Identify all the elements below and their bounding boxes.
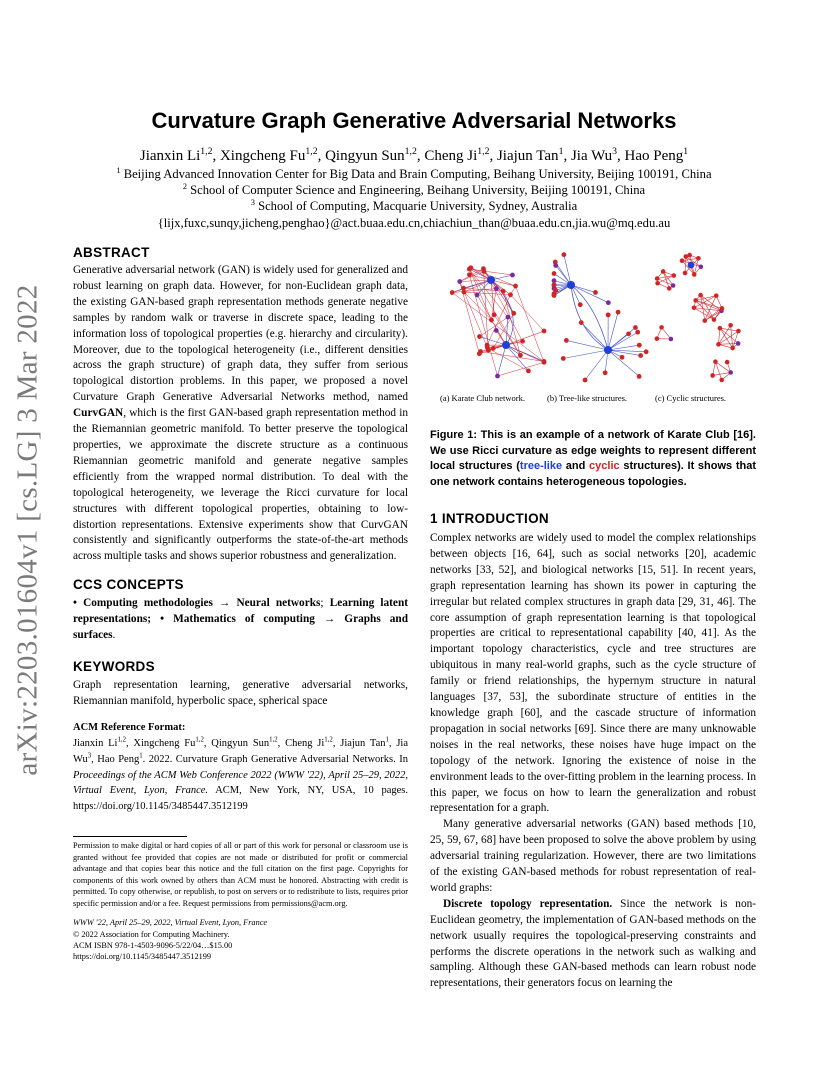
ref-text: , Cheng Ji [277, 738, 325, 749]
graph-hub-node [487, 276, 495, 284]
graph-node [513, 284, 518, 289]
graph-node [477, 334, 482, 339]
graph-node [692, 272, 697, 277]
graph-node [710, 373, 715, 378]
ccs-end: . [112, 628, 116, 641]
graph-node [593, 290, 598, 295]
intro-paragraph-2: Many generative adversarial networks (GAN) based methods [10, 25, 59, 67, 68] have been proposed to solve the above problem by using adversarial training regularization. However, there are two limitations of the existing GAN-based methods for robust representation of real-world graphs: [430, 818, 756, 894]
graph-node [680, 258, 685, 263]
affil-number: 2 [182, 181, 187, 191]
ref-sup: 3 [87, 752, 92, 760]
graph-node [699, 264, 704, 269]
abstract-heading: ABSTRACT [73, 245, 150, 260]
graph-node [635, 330, 640, 335]
affiliation-1 [0, 167, 828, 182]
graph-node [553, 263, 558, 268]
graph-edge [608, 312, 618, 350]
ref-text: , Jiajun Tan [332, 738, 386, 749]
graph-node [478, 349, 483, 354]
intro-body [430, 531, 756, 992]
graph-node [720, 306, 725, 311]
graph-node [457, 279, 462, 284]
author-affil-mark: 1,2 [477, 146, 490, 157]
doi-line: https://doi.org/10.1145/3485447.3512199 [73, 952, 212, 961]
graph-node [638, 353, 643, 358]
reference-heading: ACM Reference Format: [73, 722, 186, 733]
graph-node [696, 256, 701, 261]
affil-number: 3 [250, 197, 255, 207]
graph-node [728, 370, 733, 375]
ref-text: , Hao Peng [91, 753, 140, 765]
graph-node [520, 339, 525, 344]
graph-node [698, 293, 703, 298]
graph-node [475, 293, 480, 298]
graph-node [542, 360, 547, 365]
intro-paragraph-1: Complex networks are widely used to model the complex relationships between objects [16, 64], such as social networks [20], academic networks [33, 52], and biological networks [15, 51]. In recent years, graph representation learning has shown its power in capturing the irregular but related complex structures in graph data [29, 31, 46]. The core assumption of graph representation learning is that topological properties are critical to representational capability [40, 41]. As the important topology characteristics, cycle and tree structures are ubiquitous in many real-world graphs, such as the cycle structure of family or friend relationships, the hypernym structure in natural languages [37, 53], the subordinate structure of entities in the knowledge graph [60], and the cascade structure of information propagation in social networks [69]. Since there are many unknowable noises in the real networks, these noises have huge impact on the topology of the network. Ignoring the existence of noise in the environment leads to the over-fitting problem in the learning process. In this paper, we focus on how to learn the generalization and robust representation for a graph. [430, 532, 756, 815]
graph-edge [608, 350, 639, 376]
graph-edge [571, 285, 608, 303]
author-affil-mark: 1,2 [200, 146, 213, 157]
graph-node [481, 266, 486, 271]
author-name: Qingyun Sun [325, 148, 405, 164]
graph-edge [487, 348, 528, 371]
karate-club-graph [450, 265, 547, 378]
graph-edge [563, 350, 608, 358]
graph-node [494, 286, 499, 291]
graph-hub-node [567, 281, 575, 289]
subcaption-c: (c) Cyclic structures. [655, 393, 727, 403]
graph-node [633, 325, 638, 330]
graph-edge [718, 328, 719, 344]
graph-node [606, 300, 611, 305]
graph-node [655, 281, 660, 286]
graph-edge [715, 362, 721, 380]
graph-node [713, 359, 718, 364]
graph-node [542, 329, 547, 334]
caption-cyclic: cyclic [589, 460, 620, 472]
copyright-line: © 2022 Association for Computing Machinery. [73, 930, 230, 939]
ref-text: , Xingcheng Fu [125, 738, 196, 749]
graph-node [508, 292, 513, 297]
caption-tree-like: tree-like [519, 460, 563, 472]
graph-node [606, 312, 611, 317]
author-name: Jiajun Tan [496, 148, 559, 164]
figure-1-graphs [436, 245, 756, 390]
graph-edge [718, 343, 738, 344]
cyclic-graph [655, 253, 741, 382]
author-affil-mark: 1,2 [305, 146, 318, 157]
graph-node [620, 355, 625, 360]
author-affil-mark: 1 [683, 146, 689, 157]
author-affil-mark: 3 [612, 146, 618, 157]
ref-sup: 1,2 [117, 736, 126, 744]
graph-node [655, 336, 660, 341]
author-name: Jia Wu [570, 148, 613, 164]
graph-node [693, 298, 698, 303]
author-affil-mark: 1 [558, 146, 564, 157]
graph-node [669, 337, 674, 342]
ccs-sep: ; [320, 597, 330, 609]
graph-node [702, 318, 707, 323]
arxiv-side-label [8, 284, 48, 776]
ref-sup: 1,2 [324, 736, 333, 744]
footnote-rule [73, 836, 187, 837]
author-name: Hao Peng [624, 148, 684, 164]
graph-node [506, 315, 511, 320]
arxiv-id-text: arXiv:2203.01604v1 [cs.LG] 3 Mar 2022 [11, 284, 44, 776]
graph-edge [685, 256, 686, 273]
graph-hub-node [604, 346, 612, 354]
affil-text: School of Computer Science and Engineering, Beihang University, Beijing 100191, China [190, 183, 646, 197]
tree-like-graph [552, 252, 649, 382]
affiliation-3 [0, 199, 828, 214]
author-name: Xingcheng Fu [219, 148, 306, 164]
method-name: CurvGAN [73, 407, 124, 420]
author-emails: {lijx,fuxc,sunqy,jicheng,penghao}@act.buaa.edu.cn,chiachiun_than@buaa.edu.cn,jia.wu@mq.edu.au [157, 216, 671, 230]
ref-doi-link: ACM, New York, NY, USA, 10 pages. https://doi.org/10.1145/3485447.3512199 [73, 785, 408, 813]
isbn-line: ACM ISBN 978-1-4503-9096-5/22/04…$15.00 [73, 941, 233, 950]
figure-caption [430, 428, 756, 490]
ccs-item: Learning latent representations [73, 597, 408, 625]
graph-node [626, 331, 631, 336]
ccs-item: ; • Mathematics of computing → Graphs and surfaces [73, 612, 408, 641]
graph-node [716, 342, 721, 347]
graph-edge [481, 352, 544, 362]
graph-node [578, 302, 583, 307]
keywords-body: Graph representation learning, generative adversarial networks, Riemannian manifold, hyperbolic space, spherical space [73, 679, 408, 707]
paragraph-text: Since the network is non-Euclidean geometry, the implementation of GAN-based methods on the network usually requires the topological-preserving constraints and performs the discrete operations in the network such as walking and sampling. Although these GAN-based methods can learn robust node representations, their generators focus on learning the [430, 897, 757, 990]
graph-node [659, 325, 664, 330]
graph-node [712, 317, 717, 322]
graph-node [714, 293, 719, 298]
graph-node [467, 272, 472, 277]
intro-heading: 1 INTRODUCTION [430, 511, 549, 526]
graph-node [661, 269, 666, 274]
graph-node [728, 323, 733, 328]
graph-node [552, 282, 557, 287]
caption-text: Figure 1: This is an example of a network of Karate Club [16]. We use Ricci curvature as edge weights to represent different local structures ( [430, 429, 756, 472]
graph-node [553, 288, 558, 293]
subcaption-a: (a) Karate Club network. [440, 393, 525, 403]
ref-text: . 2022. Curvature Graph Generative Adversarial Networks. In [142, 753, 408, 765]
paragraph-lead: Discrete topology representation. [443, 897, 613, 910]
graph-node [489, 317, 494, 322]
graph-node [468, 265, 473, 270]
ref-sup: 1,2 [269, 736, 278, 744]
graph-node [552, 271, 557, 276]
ref-sup: 1 [385, 736, 389, 744]
author-name: Cheng Ji [424, 148, 478, 164]
caption-text: structures). It shows that one network contains heterogeneous topologies. [430, 460, 757, 488]
graph-node [718, 326, 723, 331]
ref-venue: Proceedings of the ACM Web Conference 2022 (WWW '22), April 25–29, 2022, Virtual Event, Lyon, France. [73, 769, 408, 797]
conference-line: WWW '22, April 25–29, 2022, Virtual Event, Lyon, France [73, 918, 268, 927]
graph-node [501, 289, 506, 294]
graph-node [526, 368, 531, 373]
graph-node [730, 346, 735, 351]
graph-node [494, 328, 499, 333]
graph-node [552, 293, 557, 298]
graph-hub-node [688, 262, 695, 269]
author-name: Jianxin Li [139, 148, 201, 164]
graph-node [687, 253, 692, 258]
graph-edge [571, 285, 608, 350]
ccs-item: • Computing methodologies → Neural networks [73, 597, 321, 609]
graph-edge [497, 362, 544, 376]
affil-text: School of Computing, Macquarie University, Sydney, Australia [258, 199, 578, 213]
graph-node [692, 305, 697, 310]
graph-node [518, 353, 523, 358]
graph-node [644, 349, 649, 354]
graph-node [564, 338, 569, 343]
graph-node [492, 312, 497, 317]
graph-node [655, 276, 660, 281]
graph-node [495, 374, 500, 379]
keywords-heading: KEYWORDS [73, 659, 155, 674]
affil-number: 1 [116, 165, 121, 175]
graph-node [485, 345, 490, 350]
ref-sup: 1 [139, 752, 143, 760]
graph-node [450, 290, 455, 295]
ref-text: , Qingyun Sun [203, 738, 270, 749]
abstract-text: , which is the first GAN-based graph representation method in the Riemannian geometric manifold. To better preserve the topological properties, we approximate the discrete structure as a continuous Riemannian geometric manifold and generate negative samples efficiently from the wrapped normal distribution. To deal with the topological heterogeneity, we leverage the Ricci curvature for local structures with different topological properties, obtaining to low-distortion representations. Extensive experiments show that CurvGAN consistently and significantly outperforms the state-of-the-art methods across multiple tasks and shows superior robustness and generalization. [73, 407, 408, 563]
graph-node [671, 283, 676, 288]
author-list: Jianxin Li$^{1,2}$, Xingcheng Fu$^{1,2}$, Qingyun Sun$^{1,2}$, Cheng Ji$^{1,2}$, Jiajun Tan$^1$, Jia Wu$^3$, Hao Peng$^1$ [139, 146, 689, 164]
graph-node [511, 311, 516, 316]
graph-node [637, 343, 642, 348]
ccs-body [73, 596, 408, 644]
graph-node [719, 378, 724, 383]
graph-node [616, 310, 621, 315]
graph-node [462, 290, 467, 295]
graph-node [667, 286, 672, 291]
graph-node [683, 271, 688, 276]
abstract-text: Generative adversarial network (GAN) is widely used for generalized and robust learning on graph data. However, for non-Euclidean graph data, the existing GAN-based graph representation methods generate negative samples by random walk or traverse in discrete space, leading to the information loss of topological properties (e.g. hierarchy and circularity). Moreover, due to the topological heterogeneity (i.e., different densities across the graph structure) of graph data, they suffer from serious topological distortion problems. In this paper, we proposed a novel Curvature Graph Generative Adversarial Networks method, named [73, 264, 408, 404]
graph-node [736, 329, 741, 334]
graph-node [672, 273, 677, 278]
graph-edge [494, 315, 520, 355]
graph-node [583, 378, 588, 383]
graph-edge [497, 345, 506, 376]
ref-sup: 1,2 [195, 736, 204, 744]
graph-hub-node [502, 341, 510, 349]
reference-body [73, 736, 408, 815]
caption-text: and [562, 460, 590, 472]
graph-edge [608, 332, 638, 350]
graph-edge [571, 285, 608, 350]
graph-node [603, 370, 608, 375]
graph-node [561, 356, 566, 361]
affiliation-2 [0, 183, 828, 198]
graph-edge [506, 345, 528, 371]
graph-edge [585, 350, 608, 380]
graph-node [637, 374, 642, 379]
graph-node [725, 360, 730, 365]
graph-edge [718, 331, 738, 344]
author-affil-mark: 1,2 [404, 146, 417, 157]
graph-node [491, 346, 496, 351]
graph-node [561, 252, 566, 257]
ref-text: Jianxin Li [73, 738, 118, 749]
graph-node [579, 320, 584, 325]
permission-notice: Permission to make digital or hard copies of all or part of this work for personal or classroom use is granted without fee provided that copies are not made or distributed for profit or commercial advantage and that copies bear this notice and the full citation on the first page. Copyrights for components of this work owned by others than ACM must be honored. Abstracting with credit is permitted. To copy otherwise, or republish, to post on servers or to redistribute to lists, requires prior specific permission and/or a fee. Request permissions from permissions@acm.org. [73, 841, 408, 908]
graph-node [736, 341, 741, 346]
subcaption-b: (b) Tree-like structures. [547, 393, 628, 403]
graph-edge [452, 293, 544, 362]
intro-paragraph-3 [430, 897, 756, 992]
graph-node [510, 273, 515, 278]
paper-title: Curvature Graph Generative Adversarial Networks [151, 108, 677, 133]
ref-text: , Jia Wu [73, 738, 408, 765]
ccs-heading: CCS CONCEPTS [73, 577, 184, 592]
affil-text: Beijing Advanced Innovation Center for Big Data and Brain Computing, Beihang University, Beijing 100191, China [123, 167, 712, 181]
abstract-body [73, 263, 408, 565]
graph-edge [731, 325, 733, 348]
